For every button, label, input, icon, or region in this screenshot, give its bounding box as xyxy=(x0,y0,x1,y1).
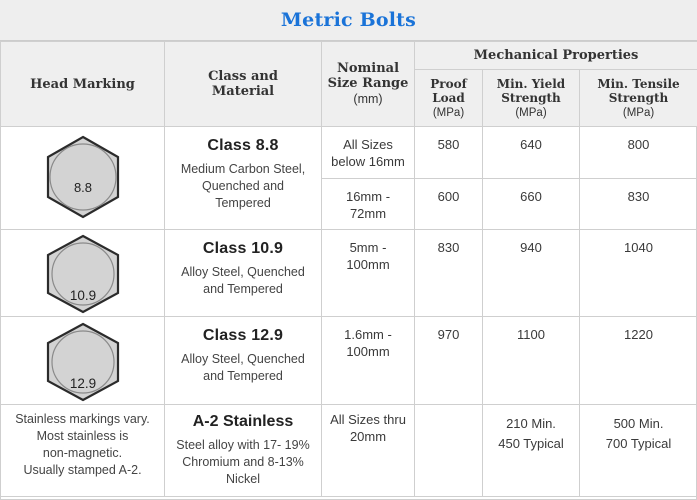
class-description: Steel alloy with 17- 19% Chromium and 8-13% Nickel xyxy=(176,438,310,486)
yield-cell: 640 xyxy=(483,127,580,179)
yield-cell: 660 xyxy=(483,179,580,230)
class-name: Class 10.9 xyxy=(202,240,284,257)
table-row-a2-stainless xyxy=(1,405,697,497)
size-range-cell: All Sizes below 16mm xyxy=(322,127,415,179)
hex-head-10-9-icon xyxy=(46,234,120,314)
head-marking-label: 10.9 xyxy=(69,288,97,303)
size-range-cell: All Sizes thru 20mm xyxy=(322,405,415,497)
yield-cell: 1100 xyxy=(483,317,580,405)
header-min-tensile: Min. Tensile Strength (MPa) xyxy=(580,70,697,127)
tensile-cell: 830 xyxy=(580,179,697,230)
page-title: Metric Bolts xyxy=(280,9,417,31)
table-row-class-10-9 xyxy=(1,230,697,317)
head-marking-8-8 xyxy=(1,127,165,230)
header-head-marking: Head Marking xyxy=(1,42,165,127)
hex-head-12-9-icon xyxy=(46,322,120,402)
class-description: Alloy Steel, Quenched and Tempered xyxy=(181,352,305,383)
header-nominal-size: Nominal Size Range (mm) xyxy=(322,42,415,127)
metric-bolts-table xyxy=(0,41,697,497)
class-description: Medium Carbon Steel, Quenched and Tempered xyxy=(180,162,306,210)
proof-load-cell xyxy=(415,405,483,497)
head-marking-label: 8.8 xyxy=(73,180,93,195)
tensile-cell: 800 xyxy=(580,127,697,179)
head-marking-label: 12.9 xyxy=(69,376,97,391)
header-min-yield: Min. Yield Strength (MPa) xyxy=(483,70,580,127)
head-marking-12-9 xyxy=(1,317,165,405)
table-row-class-12-9 xyxy=(1,317,697,405)
class-name: Class 8.8 xyxy=(207,137,279,154)
header-proof-load: Proof Load (MPa) xyxy=(415,70,483,127)
title-bar xyxy=(0,0,697,41)
yield-cell: 210 Min. 450 Typical xyxy=(483,405,580,497)
table-row-class-8-8-a xyxy=(1,127,697,179)
size-range-cell: 16mm - 72mm xyxy=(322,179,415,230)
class-name: A-2 Stainless xyxy=(192,413,294,430)
class-description: Alloy Steel, Quenched and Tempered xyxy=(181,265,305,296)
size-range-cell: 1.6mm - 100mm xyxy=(322,317,415,405)
class-cell-12-9 xyxy=(165,317,322,405)
head-marking-10-9 xyxy=(1,230,165,317)
proof-load-cell: 830 xyxy=(415,230,483,317)
proof-load-cell: 580 xyxy=(415,127,483,179)
size-range-cell: 5mm - 100mm xyxy=(322,230,415,317)
class-cell-10-9 xyxy=(165,230,322,317)
header-class-material: Class and Material xyxy=(165,42,322,127)
tensile-cell: 1040 xyxy=(580,230,697,317)
hex-head-8-8-icon xyxy=(46,135,120,219)
header-mechanical-properties: Mechanical Properties xyxy=(415,42,697,70)
class-name: Class 12.9 xyxy=(202,327,284,344)
class-cell-a2 xyxy=(165,405,322,497)
class-cell-8-8 xyxy=(165,127,322,230)
tensile-cell: 500 Min. 700 Typical xyxy=(580,405,697,497)
proof-load-cell: 600 xyxy=(415,179,483,230)
yield-cell: 940 xyxy=(483,230,580,317)
stainless-note: Stainless markings vary. Most stainless is non-magnetic. Usually stamped A-2. xyxy=(1,405,165,497)
tensile-cell: 1220 xyxy=(580,317,697,405)
proof-load-cell: 970 xyxy=(415,317,483,405)
